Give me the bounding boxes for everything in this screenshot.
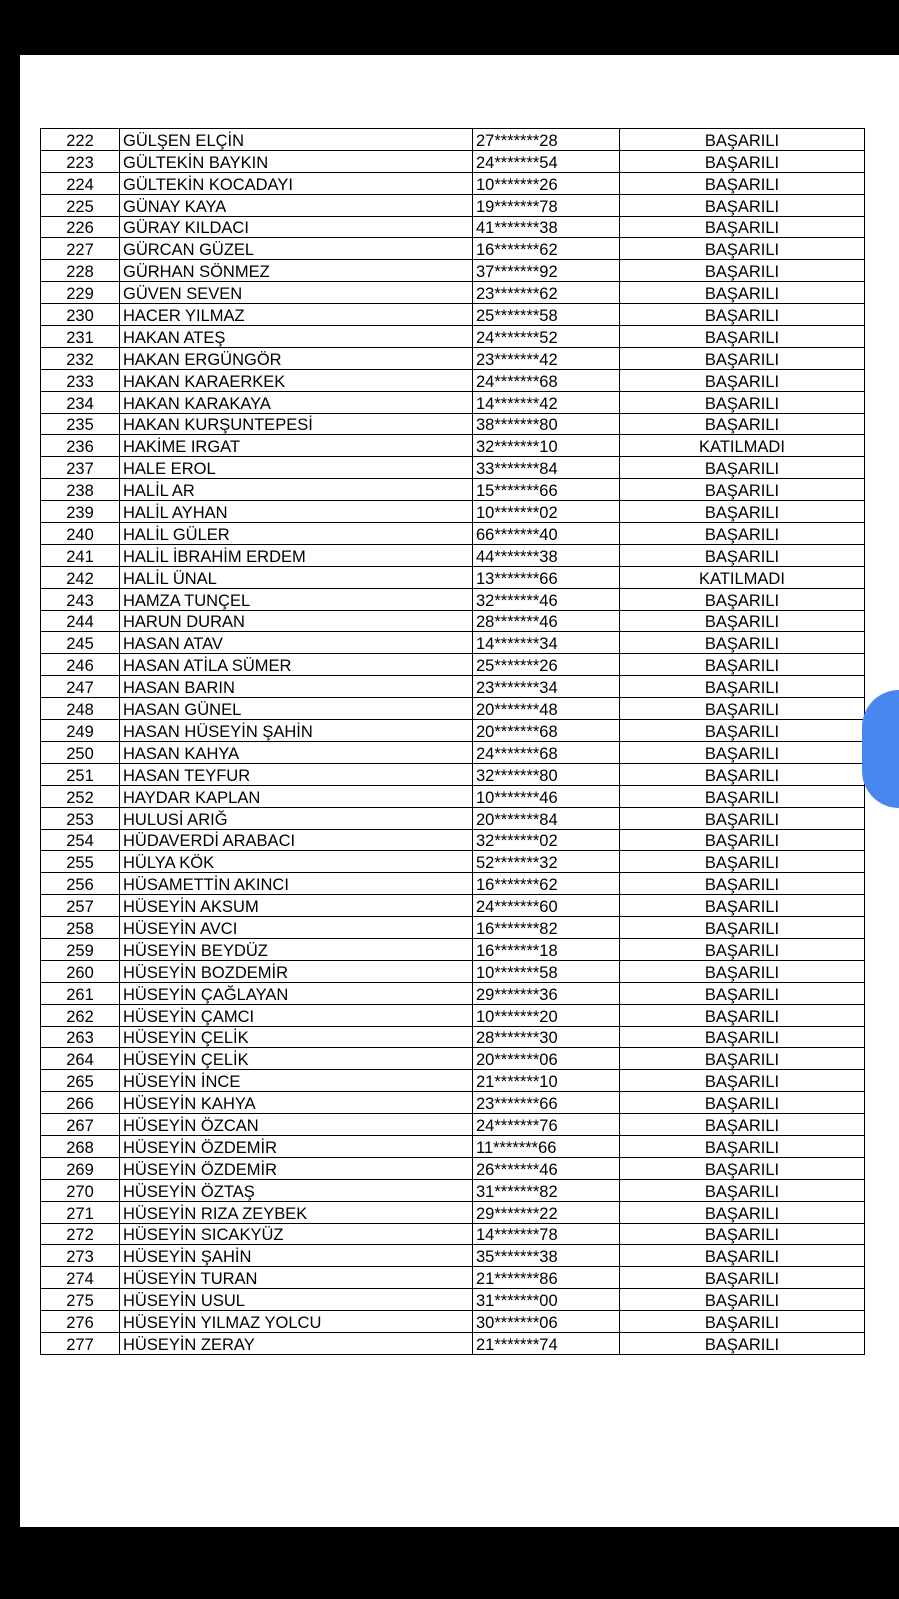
person-name: HÜSEYİN ÇELİK <box>120 1026 473 1048</box>
table-row <box>41 129 865 151</box>
masked-id: 10*******02 <box>473 501 620 523</box>
table-row <box>41 1245 865 1267</box>
row-number: 266 <box>41 1092 120 1114</box>
person-name: HÜSEYİN AKSUM <box>120 895 473 917</box>
table-row <box>41 829 865 851</box>
row-number: 248 <box>41 698 120 720</box>
person-name: HÜSEYİN ÖZCAN <box>120 1114 473 1136</box>
status-text: BAŞARILI <box>620 1179 865 1201</box>
status-text: BAŞARILI <box>620 851 865 873</box>
person-name: HÜSEYİN ÖZDEMİR <box>120 1157 473 1179</box>
masked-id: 32*******80 <box>473 763 620 785</box>
masked-id: 28*******30 <box>473 1026 620 1048</box>
person-name: HASAN HÜSEYİN ŞAHİN <box>120 720 473 742</box>
person-name: HASAN ATAV <box>120 632 473 654</box>
person-name: HALİL İBRAHİM ERDEM <box>120 544 473 566</box>
status-text: BAŞARILI <box>620 654 865 676</box>
masked-id: 13*******66 <box>473 566 620 588</box>
row-number: 257 <box>41 895 120 917</box>
person-name: HALİL ÜNAL <box>120 566 473 588</box>
person-name: HÜSEYİN RIZA ZEYBEK <box>120 1201 473 1223</box>
row-number: 275 <box>41 1289 120 1311</box>
masked-id: 16*******82 <box>473 917 620 939</box>
row-number: 226 <box>41 216 120 238</box>
status-text: BAŞARILI <box>620 1245 865 1267</box>
status-text: BAŞARILI <box>620 413 865 435</box>
status-text: BAŞARILI <box>620 763 865 785</box>
masked-id: 24*******68 <box>473 369 620 391</box>
masked-id: 32*******02 <box>473 829 620 851</box>
status-text: BAŞARILI <box>620 347 865 369</box>
results-table <box>40 128 865 1355</box>
status-text: BAŞARILI <box>620 216 865 238</box>
masked-id: 23*******42 <box>473 347 620 369</box>
row-number: 256 <box>41 873 120 895</box>
row-number: 241 <box>41 544 120 566</box>
row-number: 229 <box>41 282 120 304</box>
row-number: 272 <box>41 1223 120 1245</box>
table-row <box>41 304 865 326</box>
row-number: 234 <box>41 391 120 413</box>
table-row <box>41 1223 865 1245</box>
status-text: BAŞARILI <box>620 282 865 304</box>
row-number: 227 <box>41 238 120 260</box>
status-text: BAŞARILI <box>620 238 865 260</box>
status-text: KATILMADI <box>620 566 865 588</box>
table-row <box>41 1179 865 1201</box>
status-text: BAŞARILI <box>620 501 865 523</box>
masked-id: 16*******62 <box>473 873 620 895</box>
masked-id: 20*******84 <box>473 807 620 829</box>
table-row <box>41 1332 865 1354</box>
status-text: BAŞARILI <box>620 172 865 194</box>
row-number: 264 <box>41 1048 120 1070</box>
status-text: BAŞARILI <box>620 1201 865 1223</box>
masked-id: 20*******68 <box>473 720 620 742</box>
masked-id: 29*******22 <box>473 1201 620 1223</box>
person-name: GÜRHAN SÖNMEZ <box>120 260 473 282</box>
row-number: 225 <box>41 194 120 216</box>
scroll-handle[interactable] <box>862 690 899 808</box>
masked-id: 52*******32 <box>473 851 620 873</box>
masked-id: 10*******26 <box>473 172 620 194</box>
status-text: BAŞARILI <box>620 785 865 807</box>
table-row <box>41 632 865 654</box>
person-name: HAKİME IRGAT <box>120 435 473 457</box>
row-number: 247 <box>41 676 120 698</box>
table-row <box>41 479 865 501</box>
masked-id: 25*******58 <box>473 304 620 326</box>
row-number: 251 <box>41 763 120 785</box>
row-number: 274 <box>41 1267 120 1289</box>
row-number: 255 <box>41 851 120 873</box>
masked-id: 33*******84 <box>473 457 620 479</box>
person-name: GÜVEN SEVEN <box>120 282 473 304</box>
status-text: BAŞARILI <box>620 960 865 982</box>
status-text: BAŞARILI <box>620 194 865 216</box>
person-name: HAKAN KARAKAYA <box>120 391 473 413</box>
status-text: BAŞARILI <box>620 1267 865 1289</box>
table-row <box>41 741 865 763</box>
table-row <box>41 982 865 1004</box>
table-row <box>41 216 865 238</box>
person-name: HÜSEYİN AVCI <box>120 917 473 939</box>
masked-id: 24*******60 <box>473 895 620 917</box>
row-number: 277 <box>41 1332 120 1354</box>
table-row <box>41 785 865 807</box>
person-name: GÜRCAN GÜZEL <box>120 238 473 260</box>
table-row <box>41 895 865 917</box>
masked-id: 23*******66 <box>473 1092 620 1114</box>
row-number: 236 <box>41 435 120 457</box>
row-number: 276 <box>41 1311 120 1333</box>
masked-id: 23*******62 <box>473 282 620 304</box>
status-text: BAŞARILI <box>620 1026 865 1048</box>
row-number: 269 <box>41 1157 120 1179</box>
table-row <box>41 960 865 982</box>
person-name: HAMZA TUNÇEL <box>120 588 473 610</box>
masked-id: 29*******36 <box>473 982 620 1004</box>
document-page <box>20 55 899 1527</box>
masked-id: 41*******38 <box>473 216 620 238</box>
row-number: 223 <box>41 150 120 172</box>
status-text: BAŞARILI <box>620 1135 865 1157</box>
status-text: BAŞARILI <box>620 938 865 960</box>
person-name: HAKAN ERGÜNGÖR <box>120 347 473 369</box>
table-row <box>41 326 865 348</box>
row-number: 235 <box>41 413 120 435</box>
status-text: BAŞARILI <box>620 129 865 151</box>
table-row <box>41 1004 865 1026</box>
row-number: 262 <box>41 1004 120 1026</box>
table-row <box>41 194 865 216</box>
status-text: BAŞARILI <box>620 260 865 282</box>
masked-id: 35*******38 <box>473 1245 620 1267</box>
status-text: BAŞARILI <box>620 150 865 172</box>
person-name: HÜSAMETTİN AKINCI <box>120 873 473 895</box>
row-number: 267 <box>41 1114 120 1136</box>
status-text: BAŞARILI <box>620 895 865 917</box>
masked-id: 10*******20 <box>473 1004 620 1026</box>
person-name: HASAN ATİLA SÜMER <box>120 654 473 676</box>
row-number: 239 <box>41 501 120 523</box>
masked-id: 14*******34 <box>473 632 620 654</box>
table-row <box>41 873 865 895</box>
person-name: HÜSEYİN İNCE <box>120 1070 473 1092</box>
status-text: BAŞARILI <box>620 632 865 654</box>
person-name: HAKAN KURŞUNTEPESİ <box>120 413 473 435</box>
masked-id: 32*******10 <box>473 435 620 457</box>
table-row <box>41 610 865 632</box>
person-name: HÜLYA KÖK <box>120 851 473 873</box>
results-table-body <box>41 129 865 1355</box>
row-number: 240 <box>41 523 120 545</box>
row-number: 268 <box>41 1135 120 1157</box>
person-name: HASAN KAHYA <box>120 741 473 763</box>
masked-id: 28*******46 <box>473 610 620 632</box>
status-text: BAŞARILI <box>620 610 865 632</box>
person-name: HÜSEYİN ÖZTAŞ <box>120 1179 473 1201</box>
table-row <box>41 457 865 479</box>
masked-id: 32*******46 <box>473 588 620 610</box>
masked-id: 14*******78 <box>473 1223 620 1245</box>
table-row <box>41 369 865 391</box>
status-text: BAŞARILI <box>620 873 865 895</box>
row-number: 222 <box>41 129 120 151</box>
person-name: HÜSEYİN ÇELİK <box>120 1048 473 1070</box>
row-number: 260 <box>41 960 120 982</box>
masked-id: 24*******76 <box>473 1114 620 1136</box>
table-row <box>41 1026 865 1048</box>
person-name: HULUSİ ARIĞ <box>120 807 473 829</box>
status-text: BAŞARILI <box>620 698 865 720</box>
row-number: 245 <box>41 632 120 654</box>
table-row <box>41 413 865 435</box>
person-name: HÜSEYİN TURAN <box>120 1267 473 1289</box>
masked-id: 30*******06 <box>473 1311 620 1333</box>
table-row <box>41 917 865 939</box>
row-number: 224 <box>41 172 120 194</box>
row-number: 246 <box>41 654 120 676</box>
table-row <box>41 1092 865 1114</box>
status-text: BAŞARILI <box>620 982 865 1004</box>
row-number: 230 <box>41 304 120 326</box>
table-row <box>41 391 865 413</box>
person-name: HÜSEYİN KAHYA <box>120 1092 473 1114</box>
row-number: 250 <box>41 741 120 763</box>
table-row <box>41 566 865 588</box>
masked-id: 26*******46 <box>473 1157 620 1179</box>
row-number: 265 <box>41 1070 120 1092</box>
masked-id: 31*******82 <box>473 1179 620 1201</box>
person-name: GÜRAY KILDACI <box>120 216 473 238</box>
row-number: 228 <box>41 260 120 282</box>
status-text: BAŞARILI <box>620 326 865 348</box>
status-text: BAŞARILI <box>620 1114 865 1136</box>
masked-id: 20*******06 <box>473 1048 620 1070</box>
masked-id: 44*******38 <box>473 544 620 566</box>
masked-id: 37*******92 <box>473 260 620 282</box>
masked-id: 21*******74 <box>473 1332 620 1354</box>
masked-id: 15*******66 <box>473 479 620 501</box>
table-row <box>41 720 865 742</box>
masked-id: 11*******66 <box>473 1135 620 1157</box>
table-row <box>41 172 865 194</box>
row-number: 259 <box>41 938 120 960</box>
masked-id: 20*******48 <box>473 698 620 720</box>
status-text: BAŞARILI <box>620 1311 865 1333</box>
table-row <box>41 698 865 720</box>
status-text: BAŞARILI <box>620 479 865 501</box>
bottom-navigation-bar <box>0 1527 899 1599</box>
table-row <box>41 807 865 829</box>
masked-id: 10*******46 <box>473 785 620 807</box>
table-row <box>41 1114 865 1136</box>
person-name: HASAN BARIN <box>120 676 473 698</box>
table-row <box>41 523 865 545</box>
person-name: HÜSEYİN ŞAHİN <box>120 1245 473 1267</box>
row-number: 270 <box>41 1179 120 1201</box>
person-name: HÜSEYİN ÇAMCI <box>120 1004 473 1026</box>
row-number: 254 <box>41 829 120 851</box>
person-name: HÜSEYİN BEYDÜZ <box>120 938 473 960</box>
table-row <box>41 938 865 960</box>
status-text: BAŞARILI <box>620 1289 865 1311</box>
table-row <box>41 1267 865 1289</box>
status-text: BAŞARILI <box>620 1004 865 1026</box>
person-name: HÜDAVERDİ ARABACI <box>120 829 473 851</box>
row-number: 252 <box>41 785 120 807</box>
person-name: HALİL AR <box>120 479 473 501</box>
status-text: BAŞARILI <box>620 917 865 939</box>
status-text: BAŞARILI <box>620 391 865 413</box>
row-number: 243 <box>41 588 120 610</box>
row-number: 263 <box>41 1026 120 1048</box>
status-text: BAŞARILI <box>620 1048 865 1070</box>
masked-id: 24*******68 <box>473 741 620 763</box>
masked-id: 14*******42 <box>473 391 620 413</box>
person-name: GÜNAY KAYA <box>120 194 473 216</box>
person-name: HAKAN KARAERKEK <box>120 369 473 391</box>
row-number: 232 <box>41 347 120 369</box>
person-name: HÜSEYİN ÇAĞLAYAN <box>120 982 473 1004</box>
table-row <box>41 260 865 282</box>
table-row <box>41 347 865 369</box>
status-text: BAŞARILI <box>620 304 865 326</box>
status-text: BAŞARILI <box>620 829 865 851</box>
table-row <box>41 1135 865 1157</box>
table-row <box>41 1048 865 1070</box>
status-text: BAŞARILI <box>620 1070 865 1092</box>
masked-id: 25*******26 <box>473 654 620 676</box>
table-row <box>41 763 865 785</box>
table-row <box>41 150 865 172</box>
row-number: 258 <box>41 917 120 939</box>
masked-id: 21*******86 <box>473 1267 620 1289</box>
row-number: 249 <box>41 720 120 742</box>
masked-id: 24*******52 <box>473 326 620 348</box>
row-number: 242 <box>41 566 120 588</box>
status-text: BAŞARILI <box>620 1157 865 1179</box>
status-text: BAŞARILI <box>620 523 865 545</box>
status-text: BAŞARILI <box>620 720 865 742</box>
status-text: BAŞARILI <box>620 1332 865 1354</box>
table-row <box>41 588 865 610</box>
masked-id: 27*******28 <box>473 129 620 151</box>
status-text: BAŞARILI <box>620 741 865 763</box>
row-number: 244 <box>41 610 120 632</box>
person-name: HÜSEYİN BOZDEMİR <box>120 960 473 982</box>
table-row <box>41 1070 865 1092</box>
person-name: HASAN GÜNEL <box>120 698 473 720</box>
table-row <box>41 1157 865 1179</box>
status-text: KATILMADI <box>620 435 865 457</box>
person-name: HALİL GÜLER <box>120 523 473 545</box>
table-row <box>41 501 865 523</box>
masked-id: 16*******62 <box>473 238 620 260</box>
table-row <box>41 1201 865 1223</box>
person-name: HACER YILMAZ <box>120 304 473 326</box>
table-row <box>41 654 865 676</box>
masked-id: 19*******78 <box>473 194 620 216</box>
row-number: 238 <box>41 479 120 501</box>
table-row <box>41 1311 865 1333</box>
person-name: HASAN TEYFUR <box>120 763 473 785</box>
person-name: HAYDAR KAPLAN <box>120 785 473 807</box>
status-text: BAŞARILI <box>620 544 865 566</box>
masked-id: 38*******80 <box>473 413 620 435</box>
person-name: HÜSEYİN SICAKYÜZ <box>120 1223 473 1245</box>
top-system-bar <box>0 0 899 55</box>
row-number: 261 <box>41 982 120 1004</box>
table-row <box>41 676 865 698</box>
masked-id: 21*******10 <box>473 1070 620 1092</box>
table-row <box>41 435 865 457</box>
table-row <box>41 851 865 873</box>
table-row <box>41 282 865 304</box>
person-name: GÜLŞEN ELÇİN <box>120 129 473 151</box>
masked-id: 31*******00 <box>473 1289 620 1311</box>
masked-id: 10*******58 <box>473 960 620 982</box>
table-row <box>41 1289 865 1311</box>
row-number: 271 <box>41 1201 120 1223</box>
person-name: HAKAN ATEŞ <box>120 326 473 348</box>
person-name: HÜSEYİN ÖZDEMİR <box>120 1135 473 1157</box>
masked-id: 66*******40 <box>473 523 620 545</box>
person-name: HÜSEYİN USUL <box>120 1289 473 1311</box>
table-row <box>41 544 865 566</box>
status-text: BAŞARILI <box>620 1223 865 1245</box>
status-text: BAŞARILI <box>620 1092 865 1114</box>
person-name: GÜLTEKİN BAYKIN <box>120 150 473 172</box>
person-name: GÜLTEKİN KOCADAYI <box>120 172 473 194</box>
person-name: HALİL AYHAN <box>120 501 473 523</box>
masked-id: 24*******54 <box>473 150 620 172</box>
status-text: BAŞARILI <box>620 588 865 610</box>
masked-id: 16*******18 <box>473 938 620 960</box>
row-number: 253 <box>41 807 120 829</box>
table-row <box>41 238 865 260</box>
person-name: HARUN DURAN <box>120 610 473 632</box>
person-name: HÜSEYİN ZERAY <box>120 1332 473 1354</box>
row-number: 231 <box>41 326 120 348</box>
row-number: 233 <box>41 369 120 391</box>
status-text: BAŞARILI <box>620 676 865 698</box>
status-text: BAŞARILI <box>620 807 865 829</box>
person-name: HÜSEYİN YILMAZ YOLCU <box>120 1311 473 1333</box>
status-text: BAŞARILI <box>620 369 865 391</box>
masked-id: 23*******34 <box>473 676 620 698</box>
person-name: HALE EROL <box>120 457 473 479</box>
row-number: 237 <box>41 457 120 479</box>
status-text: BAŞARILI <box>620 457 865 479</box>
row-number: 273 <box>41 1245 120 1267</box>
